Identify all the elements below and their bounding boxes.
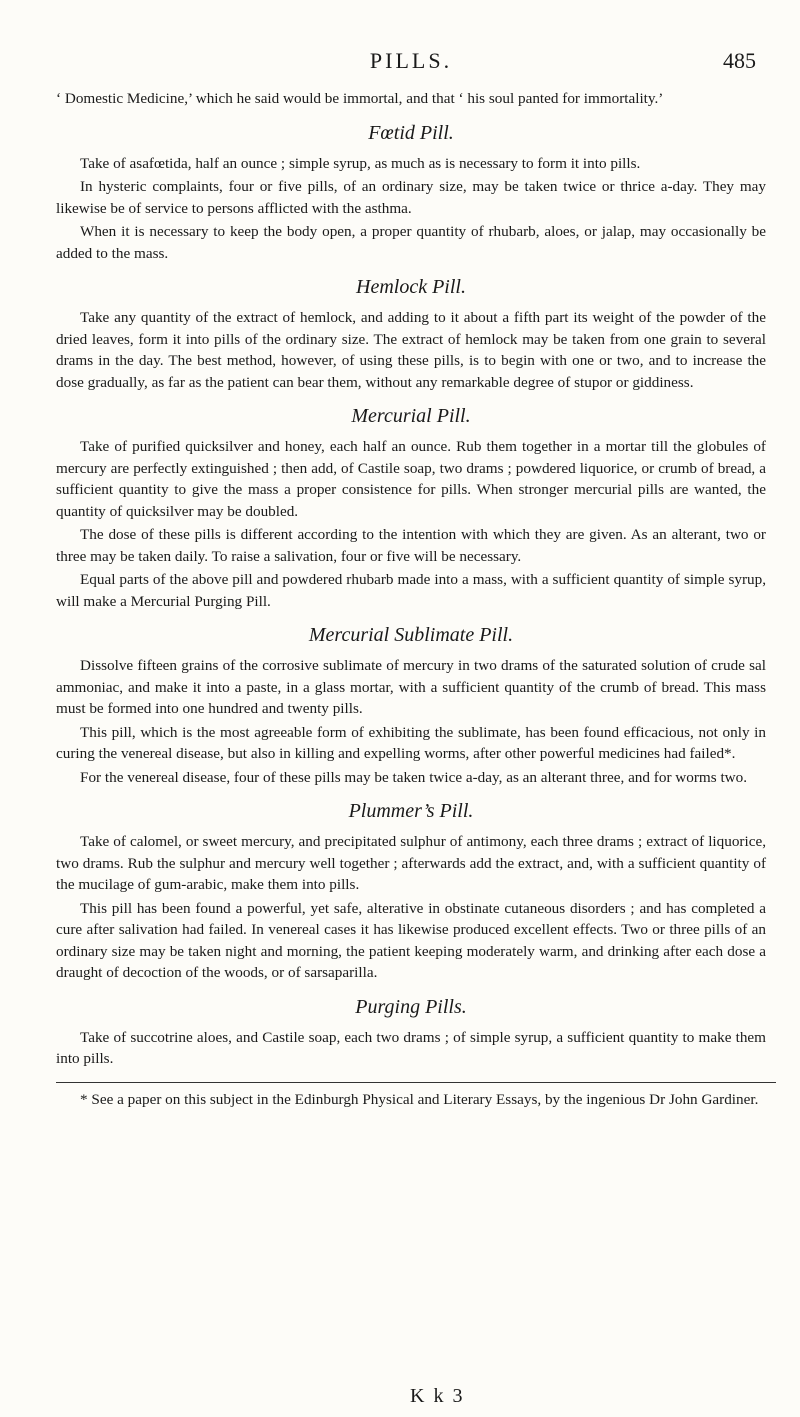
- paragraph: This pill, which is the most agreeable form of exhibiting the sublimate, has been found efficacious, not only in curing the venereal disease, but also in killing and expelling worms, after other powerful medicines had failed*.: [56, 723, 766, 762]
- paragraph: When it is necessary to keep the body open, a proper quantity of rhubarb, aloes, or jalap, may occasionally be added to the mass.: [56, 223, 766, 262]
- section-title-mercurial-pill: Mercurial Pill.: [351, 405, 471, 427]
- paragraph: Take of purified quicksilver and honey, each half an ounce. Rub them together in a mortar till the globules of mercury are perfectly extinguished ; then add, of Castile soap, two drams ; powdered liquorice, or crumb of bread, a sufficient quantity to give the mass a proper consistence for pills. When stronger mercurial pills are wanted, the quantity of quicksilver may be doubled.: [56, 438, 766, 520]
- paragraph: Equal parts of the above pill and powdered rhubarb made into a mass, with a sufficient quantity of simple syrup, will make a Mercurial Purging Pill.: [56, 571, 766, 610]
- page-header: [56, 40, 766, 88]
- footnote-divider: [56, 1082, 776, 1083]
- paragraph: Take of succotrine aloes, and Castile soap, each two drams ; of simple syrup, a sufficient quantity to make them into pills.: [56, 1028, 766, 1067]
- footnote: * See a paper on this subject in the Edinburgh Physical and Literary Essays, by the ingenious Dr John Gardiner.: [80, 1090, 759, 1108]
- signature-mark: K k 3: [410, 1385, 465, 1407]
- paragraph: Take any quantity of the extract of hemlock, and adding to it about a fifth part its weight of the powder of the dried leaves, form it into pills of the ordinary size. The extract of hemlock may be taken from one grain to several drams in the day. The best method, however, of using these pills, is to begin with one or two, and to increase the dose gradually, as far as the patient can bear them, without any remarkable degree of stupor or giddiness.: [56, 309, 766, 391]
- section-title-foetid-pill: Fœtid Pill.: [368, 121, 454, 144]
- paragraph: Take of asafœtida, half an ounce ; simple syrup, as much as is necessary to form it into pills.: [80, 154, 641, 172]
- paragraph: In hysteric complaints, four or five pills, of an ordinary size, may be taken twice or thrice a-day. They may likewise be of service to persons afflicted with the asthma.: [56, 178, 766, 217]
- section-title-hemlock-pill: Hemlock Pill.: [356, 276, 466, 298]
- page-body: [56, 88, 766, 1110]
- paragraph: For the venereal disease, four of these pills may be taken twice a-day, as an alterant three, and for worms two.: [80, 768, 748, 786]
- intro-paragraph: ‘ Domestic Medicine,’ which he said would be immortal, and that ‘ his soul panted for immortality.’: [56, 90, 664, 107]
- section-title-plummers-pill: Plummer’s Pill.: [348, 800, 474, 822]
- page-number: 485: [723, 48, 756, 73]
- section-title-purging-pills: Purging Pills.: [355, 995, 467, 1018]
- paragraph: The dose of these pills is different according to the intention with which they are given. As an alterant, two or three may be taken daily. To raise a salivation, four or five will be necessary.: [56, 526, 766, 565]
- section-title-mercurial-sublimate-pill: Mercurial Sublimate Pill.: [308, 624, 514, 646]
- running-title: PILLS.: [369, 48, 453, 73]
- paragraph: Take of calomel, or sweet mercury, and precipitated sulphur of antimony, each three drams ; extract of liquorice, two drams. Rub the sulphur and mercury well together ; afterwards add the extract, and, with a sufficient quantity of the mucilage of gum-arabic, make them into pills.: [56, 833, 766, 893]
- paragraph: Dissolve fifteen grains of the corrosive sublimate of mercury in two drams of the saturated solution of crude sal ammoniac, and make it into a paste, in a glass mortar, with a sufficient quantity of the crumb of bread. This mass must be formed into one hundred and twenty pills.: [56, 657, 766, 717]
- paragraph: This pill has been found a powerful, yet safe, alterative in obstinate cutaneous disorders ; and has completed a cure after salivation had failed. In venereal cases it has likewise produced excellent effects. Two or three pills of an ordinary size may be taken night and morning, the patient keeping moderately warm, and drinking after each dose a draught of decoction of the woods, or of sarsaparilla.: [56, 899, 766, 981]
